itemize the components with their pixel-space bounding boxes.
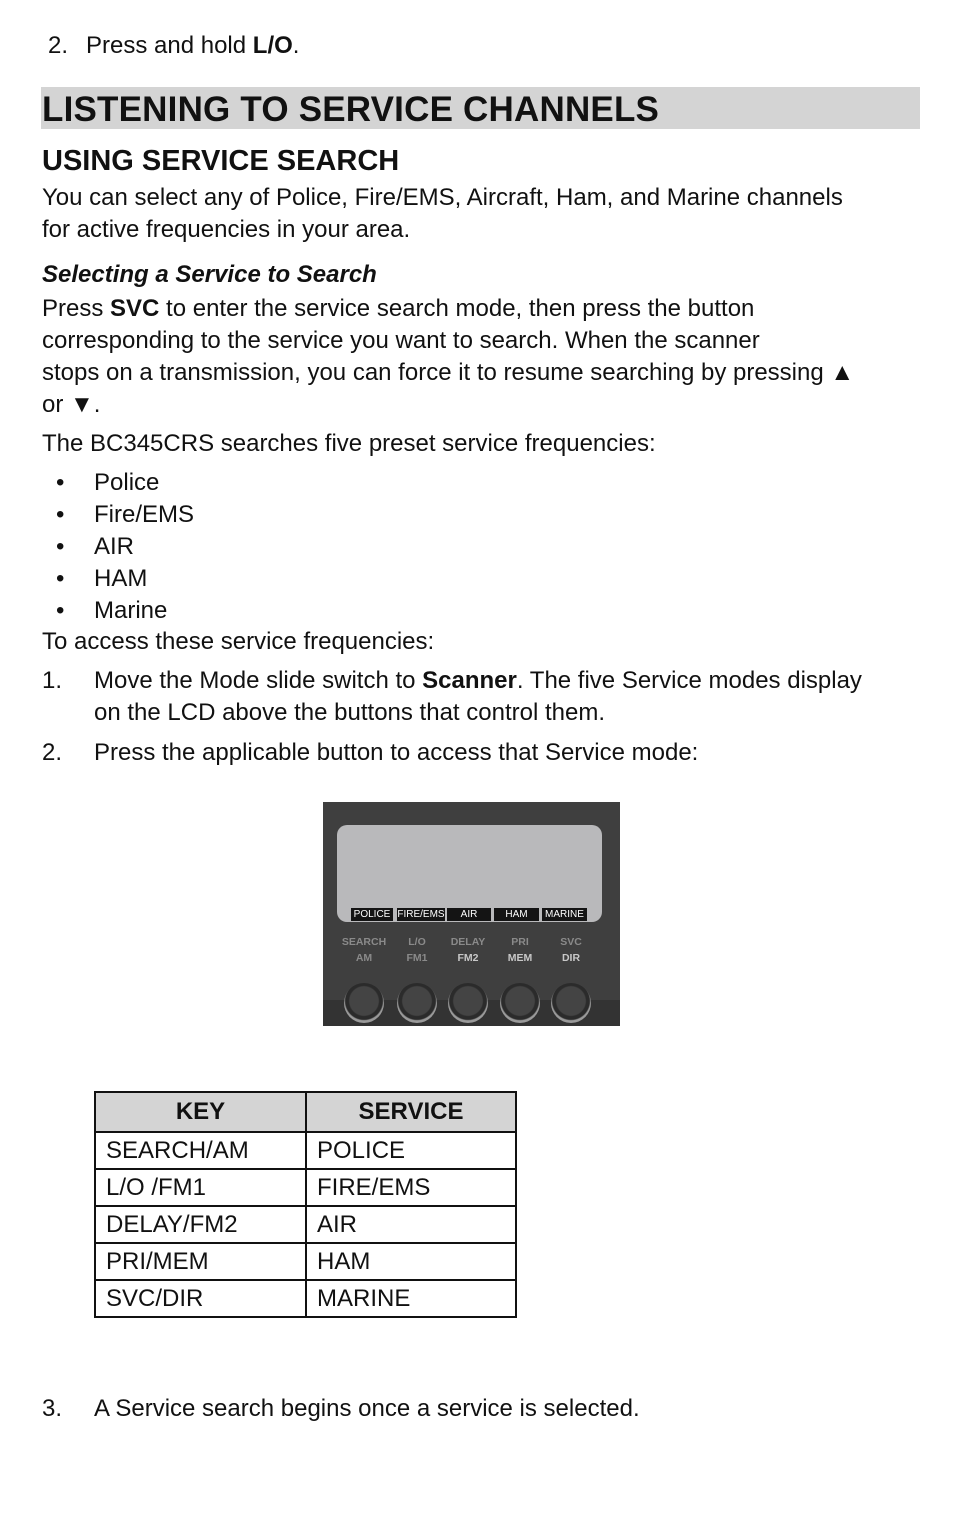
button-label-top: SVC — [560, 936, 582, 948]
bullet-icon: • — [56, 533, 65, 560]
table-row — [95, 1169, 516, 1206]
knob-pri-mem-icon — [500, 983, 540, 1023]
table-row — [95, 1206, 516, 1243]
table-cell-service: POLICE — [306, 1132, 516, 1169]
intro-line-1: You can select any of Police, Fire/EMS, Aircraft, Ham, and Marine channels — [42, 184, 843, 211]
key-service-table — [94, 1091, 517, 1318]
button-label-bottom: AM — [355, 952, 373, 964]
scanner-panel-illustration — [323, 802, 620, 1026]
table-header-service: SERVICE — [306, 1092, 516, 1132]
lcd-label-police: POLICE — [351, 908, 393, 921]
table-cell-key: SVC/DIR — [95, 1280, 306, 1317]
button-label-top: PRI — [511, 936, 529, 948]
list-item: Marine — [94, 597, 168, 624]
list-item: Police — [94, 469, 160, 496]
step-1-line-1 — [94, 665, 862, 697]
table-row — [95, 1132, 516, 1169]
step-text-prefix: Press and hold — [86, 32, 253, 59]
step-3-number: 3. — [42, 1395, 63, 1422]
step-1-line-2: on the LCD above the buttons that control them. — [94, 699, 605, 726]
bullet-icon: • — [56, 565, 65, 592]
button-label-top: SEARCH — [341, 936, 387, 948]
table-cell-service: HAM — [306, 1243, 516, 1280]
table-cell-key: DELAY/FM2 — [95, 1206, 306, 1243]
step-text-suffix: . — [292, 32, 300, 59]
table-cell-key: PRI/MEM — [95, 1243, 306, 1280]
list-item: Fire/EMS — [94, 501, 195, 528]
table-cell-key: L/O /FM1 — [95, 1169, 306, 1206]
button-label-delay-fm2 — [442, 934, 494, 966]
top-step — [48, 30, 299, 62]
selecting-prefix: Press — [42, 295, 111, 322]
knob-svc-dir-icon — [551, 983, 591, 1023]
lcd-label-marine: MARINE — [542, 908, 587, 921]
button-label-pri-mem — [494, 934, 546, 966]
button-label-bottom: MEM — [507, 952, 533, 964]
step-3-text: A Service search begins once a service is selected. — [94, 1395, 640, 1422]
step-2-text: Press the applicable button to access that Service mode: — [94, 739, 699, 766]
lcd-label-air: AIR — [447, 908, 491, 921]
table-cell-key: SEARCH/AM — [95, 1132, 306, 1169]
table-cell-service: MARINE — [306, 1280, 516, 1317]
button-label-top: DELAY — [450, 936, 486, 948]
knob-search-am-icon — [344, 983, 384, 1023]
subsection-title: USING SERVICE SEARCH — [42, 145, 400, 177]
button-label-bottom: FM2 — [457, 952, 479, 964]
knob-lo-fm1-icon — [397, 983, 437, 1023]
list-item: HAM — [94, 565, 148, 592]
button-label-search-am — [338, 934, 390, 966]
table-cell-service: AIR — [306, 1206, 516, 1243]
bullet-icon: • — [56, 469, 65, 496]
step-1-prefix: Move the Mode slide switch to — [94, 667, 423, 694]
table-row — [95, 1280, 516, 1317]
table-header-row — [95, 1092, 516, 1132]
step-1-suffix: . The five Service modes display — [516, 667, 862, 694]
list-item: AIR — [94, 533, 135, 560]
step-1-number: 1. — [42, 667, 63, 694]
bullet-icon: • — [56, 597, 65, 624]
step-2-number: 2. — [42, 739, 63, 766]
table-header-key: KEY — [95, 1092, 306, 1132]
selecting-line-4: or ▼. — [42, 391, 101, 418]
selecting-suffix: to enter the service search mode, then press the button — [159, 295, 755, 322]
lcd-label-fire-ems: FIRE/EMS — [397, 909, 445, 920]
step-1-bold: Scanner — [422, 667, 517, 694]
knob-delay-fm2-icon — [448, 983, 488, 1023]
section-title: LISTENING TO SERVICE CHANNELS — [42, 90, 660, 129]
selecting-line-1 — [42, 293, 754, 325]
button-label-bottom: FM1 — [406, 952, 428, 964]
selecting-line-3: stops on a transmission, you can force it to resume searching by pressing ▲ — [42, 359, 855, 386]
step-key: L/O — [252, 32, 293, 59]
button-label-lo-fm1 — [391, 934, 443, 966]
bullet-icon: • — [56, 501, 65, 528]
step-number: 2. — [48, 32, 69, 59]
subsubsection-title: Selecting a Service to Search — [42, 261, 377, 288]
access-intro: To access these service frequencies: — [42, 628, 435, 655]
selecting-key: SVC — [110, 295, 160, 322]
button-label-bottom: DIR — [561, 952, 581, 964]
presets-intro: The BC345CRS searches five preset service frequencies: — [42, 430, 656, 457]
button-label-svc-dir — [545, 934, 597, 966]
lcd-label-ham: HAM — [494, 908, 539, 921]
selecting-line-2: corresponding to the service you want to search. When the scanner — [42, 327, 760, 354]
table-cell-service: FIRE/EMS — [306, 1169, 516, 1206]
table-row — [95, 1243, 516, 1280]
button-label-top: L/O — [408, 936, 426, 948]
intro-line-2: for active frequencies in your area. — [42, 216, 411, 243]
